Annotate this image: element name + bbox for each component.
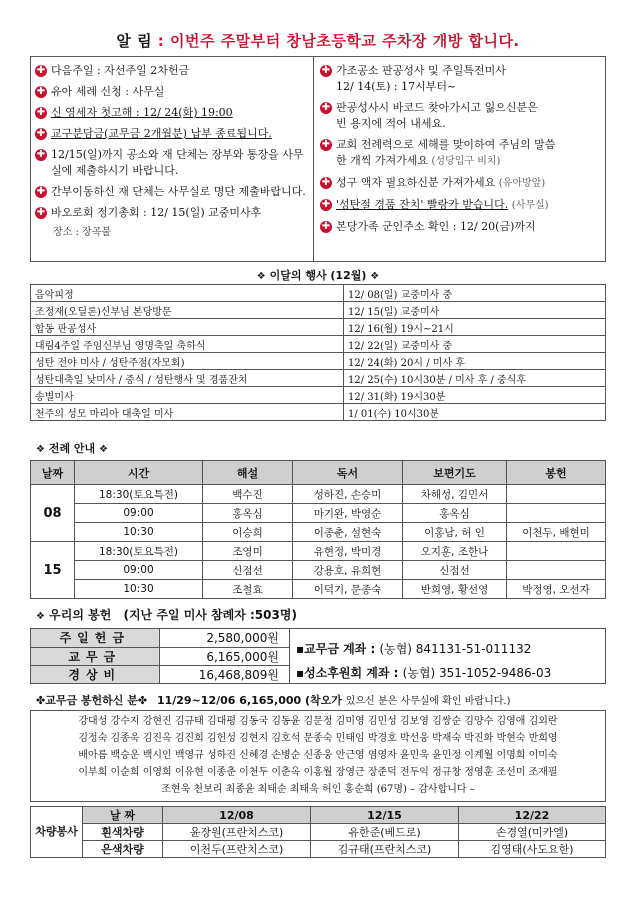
red-cross-icon: ✚ [36,128,46,139]
donor-line: 조현욱 천보리 최종윤 최태순 최태욱 허인 홍순희 (67명) – 감사합니다 – [161,784,475,795]
notice-item: ✚ 다음주일 : 자선주일 2차헌금 [36,64,190,77]
liturgy-heading: ❖ 전례 안내 ❖ [36,442,108,455]
four-petal-diamond-icon: ❖ [370,271,380,282]
donor-line: 강대성 강수지 강현진 김규태 김대평 김동국 김동윤 김문정 김미영 김민성 김보영 김쌍순 김양수 김영애 김외란 [78,716,558,727]
notice-box [30,56,606,262]
vehicle-table [30,806,606,858]
bank-accounts [289,629,605,683]
table-header-row: 날짜 시간 해설 독서 보편기도 봉헌 [31,461,606,485]
notice-item: ✚ 가조공소 판공성사 및 주일특전미사 12/ 14(토) : 17시부터~ [321,64,506,93]
table-row: 은색차량 이천두(프란치스코) 김규태(프란치스코) 김영태(사도요한) [31,841,606,858]
notice-item: ✚ 바오로회 정기총회 : 12/ 15(일) 교중미사후 [36,206,262,219]
account-line: ▪교무금 계좌 : (농협) 841131-51-011132 [296,642,532,656]
notice-item: ✚ 판공성사시 바코드 찾아가시고 잃으신분은 빈 용지에 적어 내세요. [321,101,538,130]
notice-item: ✚ 본당가족 군인주소 확인 : 12/ 20(금)까지 [321,220,536,233]
notice-left-column [31,57,314,261]
donor-line: 배아름 백승운 백시인 백영규 성하진 신혜경 손병순 신종웅 안근영 염영자 윤민욱 윤민정 이계월 이명희 이미숙 [78,750,558,761]
table-row: 09:00 홍옥심 마기완, 박영순 홍옥심 [31,504,606,523]
notice-item: ✚ 12/15(일)까지 공소와 재 단체는 장부와 통장을 사무실에 제출하시기 바랍니다. [36,148,304,177]
table-row: 송별미사 12/ 31(화) 19시30분 [31,387,606,404]
table-row: 교무금 6,165,000원 [31,647,289,665]
notice-place: 장소 : 장곡불 [53,227,112,238]
offering-box [30,628,606,684]
title-colon: : [157,32,165,50]
table-row: 성탄대축일 낮미사 / 중식 / 성탄행사 및 경품잔치 12/ 25(수) 10시30분 / 미사 후 / 중식후 [31,370,606,387]
liturgy-table [30,460,606,599]
four-petal-diamond-icon: ❖ [256,271,266,282]
notice-item: ✚ 간부이동하신 재 단체는 사무실로 명단 제출바랍니다. [36,185,306,198]
table-row: 15 18:30(토요특전) 조영미 유현정, 박미경 오지훈, 조한나 [31,542,606,561]
four-petal-diamond-icon: ❖ [36,444,45,455]
table-row: 10:30 조철효 이덕기, 문종숙 반희영, 황선영 박정영, 오선자 [31,580,606,599]
notice-item: ✚ 유아 세례 신청 : 사무실 [36,85,165,98]
red-cross-icon: ✚ [321,177,331,188]
four-petal-diamond-icon: ❖ [99,444,108,455]
red-cross-icon: ✚ [36,207,46,218]
events-heading: ❖ 이달의 행사 (12월) ❖ [256,269,380,282]
table-row: 10:30 이승희 이종춘, 설현숙 이홍남, 허 인 이천두, 배현미 [31,523,606,542]
red-cross-icon: ✚ [36,186,46,197]
notice-headline: 이번주 주말부터 창남초등학교 주차장 개방 합니다. [170,32,520,50]
red-cross-icon: ✚ [321,65,331,76]
table-row: 09:00 신점선 강용호, 유희현 신점선 [31,561,606,580]
page-title [0,30,636,51]
notice-label: 알 림 [116,32,153,50]
table-row: 흰색차량 윤장원(프란치스코) 유한준(베드로) 손경열(미카엘) [31,824,606,841]
red-cross-icon: ✚ [36,149,46,160]
donor-list [30,710,606,802]
table-header-row: 차량봉사 날 짜 12/08 12/15 12/22 [31,807,606,824]
table-row: 08 18:30(토요특전) 백수진 성하진, 손승미 차해성, 김민서 [31,485,606,504]
vehicle-side-label: 차량봉사 [31,807,83,858]
notice-item: ✚ 성구 액자 필요하신분 가져가세요 (유아방앞) [321,176,546,189]
red-cross-icon: ✚ [321,199,331,210]
table-row: 성탄 전야 미사 / 성탄주점(자모회) 12/ 24(화) 20시 / 미사 후 [31,353,606,370]
red-cross-icon: ✚ [321,139,331,150]
account-line: ▪성소후원회 계좌 : (농협) 351-1052-9486-03 [296,666,552,680]
table-row: 대림4주일 주임신부님 영명축일 축하식 12/ 22(일) 교중미사 중 [31,336,606,353]
notice-item: ✚ 교회 전례력으로 세해를 맞이하여 주님의 말씀 한 개씩 가져가세요 (성당입구 비치) [321,138,556,167]
red-cross-icon: ✚ [36,65,46,76]
four-petal-diamond-icon: ❖ [36,611,45,622]
red-cross-icon: ✚ [321,102,331,113]
donor-line: 김정숙 김종욱 김진옥 김진희 김헌성 김현지 김호석 문종숙 민태임 박경호 박선웅 박재숙 박진화 박현숙 반희영 [78,733,558,744]
red-cross-icon: ✚ [36,107,46,118]
donors-heading: ✤교무금 봉헌하신 분✤ 11/29~12/06 6,165,000 (착오가 있으신 분은 사무실에 확인 바랍니다.) [36,694,511,707]
attendance-count: (지난 주일 미사 참례자 :503명) [123,608,297,622]
red-cross-icon: ✚ [321,221,331,232]
table-row: 주일헌금 2,580,000원 [31,629,289,647]
notice-right-column [314,57,605,261]
donor-line: 이부희 이순희 이영희 이유현 이종춘 이천두 이춘옥 이홍월 장영근 장준덕 전두익 정규창 정영훈 조선미 조재필 [78,767,558,778]
table-row: 합동 판공성사 12/ 16(월) 19시~21시 [31,319,606,336]
table-row: 경상비 16,468,809원 [31,665,289,683]
table-row: 조정재(오딜론)신부님 본당방문 12/ 15(일) 교중미사 [31,302,606,319]
notice-item: ✚ 교구분담금(교무금 2개월분) 납부 종료됩니다. [36,127,272,140]
notice-item: ✚ 신 영세자 첫고해 : 12/ 24(화) 19:00 [36,106,233,119]
events-table [30,284,606,421]
offering-heading: ❖ 우리의 봉헌 (지난 주일 미사 참례자 :503명) [36,608,297,622]
red-cross-icon: ✚ [36,86,46,97]
table-row: 천주의 성모 마리아 대축일 미사 1/ 01(수) 10시30분 [31,404,606,421]
offering-table [31,629,289,683]
notice-item: ✚ '성탄절 경품 잔치' 빨랑카 받습니다. (사무실) [321,198,549,211]
table-row: 음악피정 12/ 08(일) 교중미사 중 [31,285,606,302]
